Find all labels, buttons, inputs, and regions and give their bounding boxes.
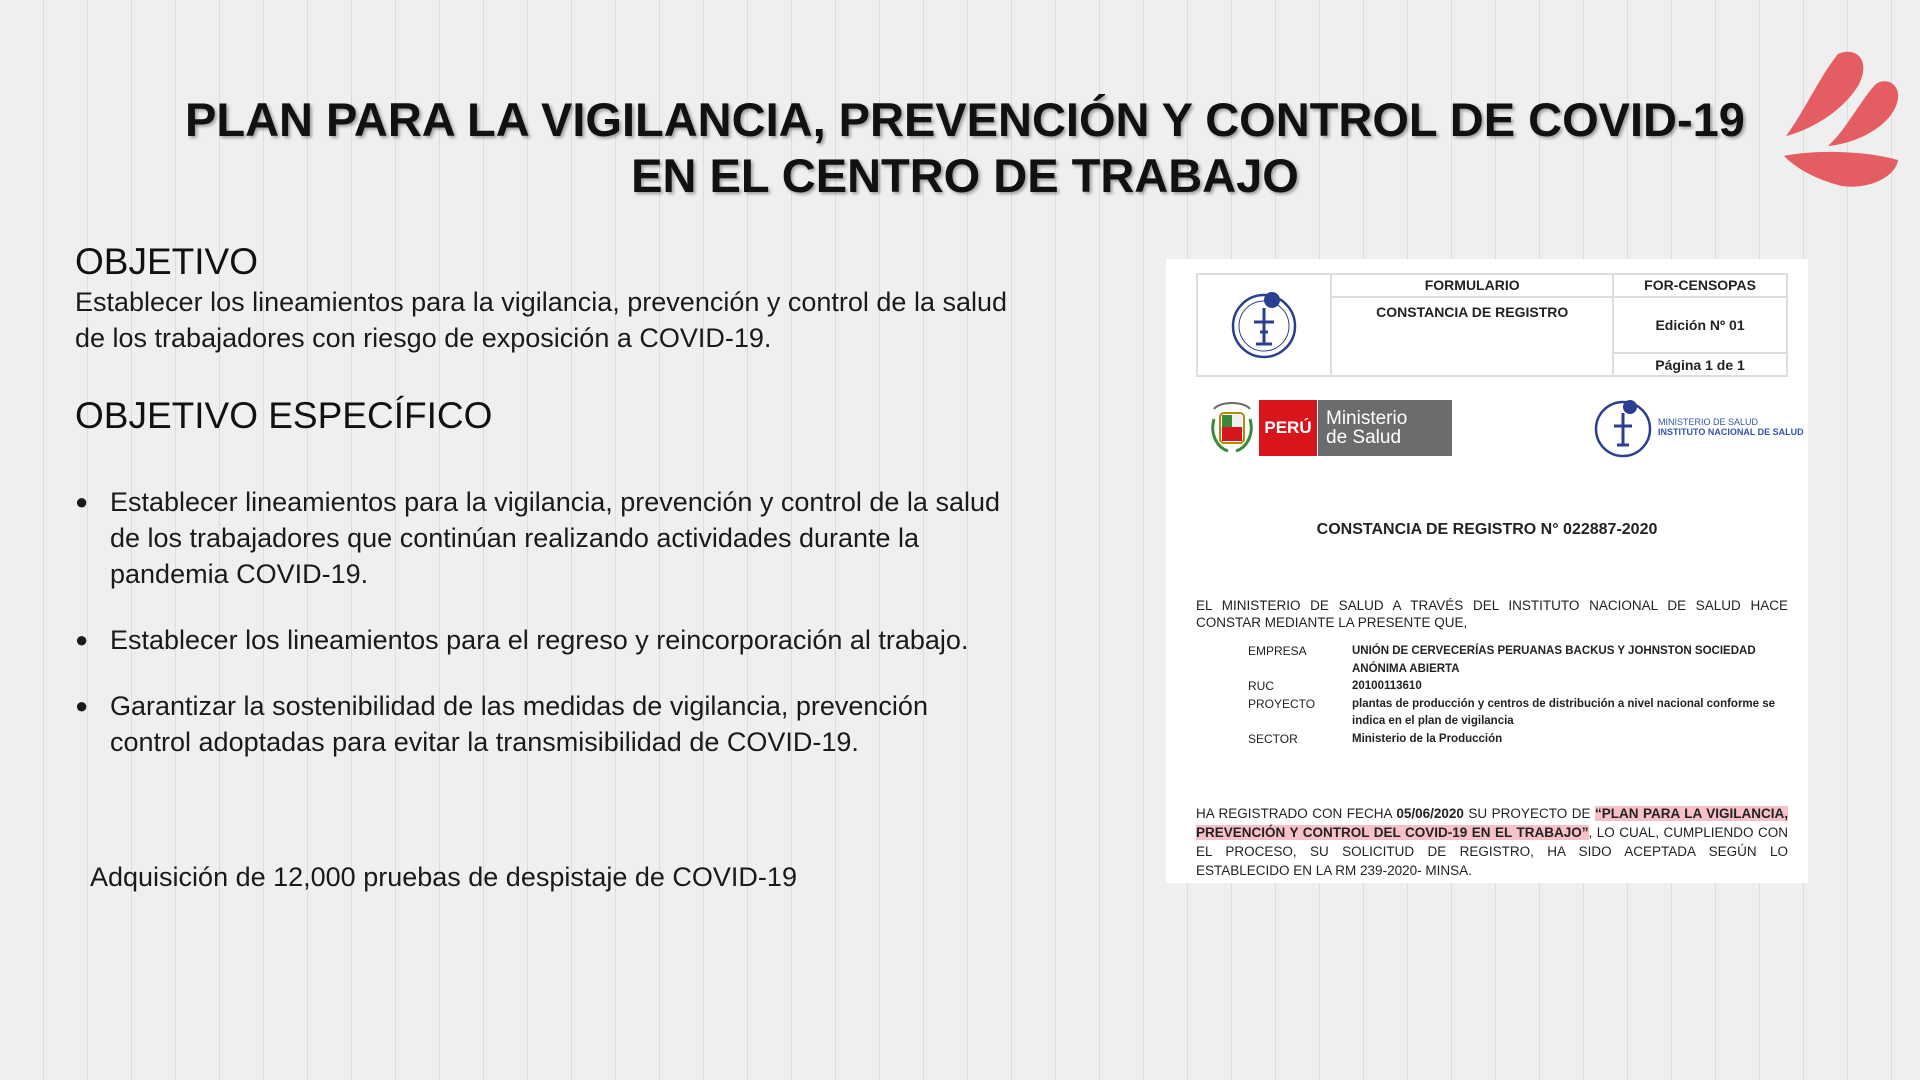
ministry-logo: Ministerio de Salud — [1318, 400, 1452, 456]
certificate-number: CONSTANCIA DE REGISTRO N° 022887-2020 — [1316, 521, 1658, 538]
field-row: PROYECTO plantas de producción y centros de distribución a nivel nacional conforme se indica en el plan de vigilancia — [1248, 696, 1776, 727]
title-line-2: EN EL CENTRO DE TRABAJO — [631, 149, 1299, 202]
registration-statement: HA REGISTRADO CON FECHA 05/06/2020 SU PROYECTO DE “PLAN PARA LA VIGILANCIA, PREVENCIÓN Y CONTROL DEL COVID-19 EN EL TRABAJO”, LO CUAL, CUMPLIENDO CON EL PROCESO, SU SOLICITUD DE REGISTRO, HA SIDO ACEPTADA SEGÚN LO ESTABLECIDO EN LA RM 239-2020- MINSA. — [1196, 806, 1789, 878]
highlighted-plan-name: “PLAN PARA LA VIGILANCIA, PREVENCIÓN Y CONTROL DEL COVID-19 EN EL TRABAJO” — [1196, 806, 1789, 840]
objectives-panel — [75, 240, 1015, 790]
specific-objectives-list — [75, 484, 1015, 760]
form-header-table — [1196, 273, 1788, 377]
specific-objective-heading: OBJETIVO ESPECÍFICO — [75, 395, 493, 436]
bullet-icon: ● — [75, 693, 89, 718]
field-row: SECTOR Ministerio de la Producción — [1248, 731, 1503, 746]
list-item: ● Establecer lineamientos para la vigilancia, prevención y control de la salud de los trabajadores que continúan realizando actividades durante la pandemia COVID-19. — [75, 484, 1015, 592]
bullet-icon: ● — [75, 627, 89, 652]
form-edition-cell: Edición Nº 01 — [1613, 297, 1787, 353]
institute-label: MINISTERIO DE SALUD INSTITUTO NACIONAL DE SALUD — [1658, 417, 1804, 437]
bullet-icon: ● — [75, 489, 89, 514]
ins-seal-small-icon — [1592, 395, 1654, 459]
title-line-1: PLAN PARA LA VIGILANCIA, PREVENCIÓN Y CONTROL DE COVID-19 — [185, 93, 1745, 146]
list-item: ● Establecer los lineamientos para el regreso y reincorporación al trabajo. — [75, 622, 1015, 658]
field-row: RUC 20100113610 — [1248, 679, 1422, 693]
form-code-cell: FOR-CENSOPAS — [1613, 274, 1787, 297]
form-logo-cell — [1197, 274, 1331, 376]
coat-of-arms-icon — [1210, 401, 1254, 457]
form-page-cell: Página 1 de 1 — [1613, 353, 1787, 376]
tests-acquisition-note: Adquisición de 12,000 pruebas de despistaje de COVID-19 — [90, 862, 797, 892]
list-item: ● Garantizar la sostenibilidad de las medidas de vigilancia, prevención control adoptadas para evitar la transmisibilidad de COVID-19. — [75, 688, 1015, 760]
ins-seal-icon — [1228, 286, 1300, 364]
form-label-cell: FORMULARIO — [1331, 274, 1613, 297]
form-name-cell: CONSTANCIA DE REGISTRO — [1331, 297, 1613, 376]
certificate-intro: EL MINISTERIO DE SALUD A TRAVÉS DEL INSTITUTO NACIONAL DE SALUD HACE CONSTAR MEDIANTE LA PRESENTE QUE, — [1196, 598, 1788, 630]
registration-certificate-image — [1166, 259, 1808, 883]
objective-text: Establecer los lineamientos para la vigilancia, prevención y control de la salud de los trabajadores con riesgo de exposición a COVID-19. — [75, 287, 1008, 353]
splash-decoration-icon — [1772, 46, 1902, 196]
peru-logo: PERÚ — [1259, 400, 1317, 456]
field-row: EMPRESA UNIÓN DE CERVECERÍAS PERUANAS BACKUS Y JOHNSTON SOCIEDAD ANÓNIMA ABIERTA — [1248, 644, 1756, 675]
certificate-fields — [1248, 643, 1782, 748]
page-title — [120, 92, 1810, 204]
objective-heading: OBJETIVO — [75, 241, 258, 282]
